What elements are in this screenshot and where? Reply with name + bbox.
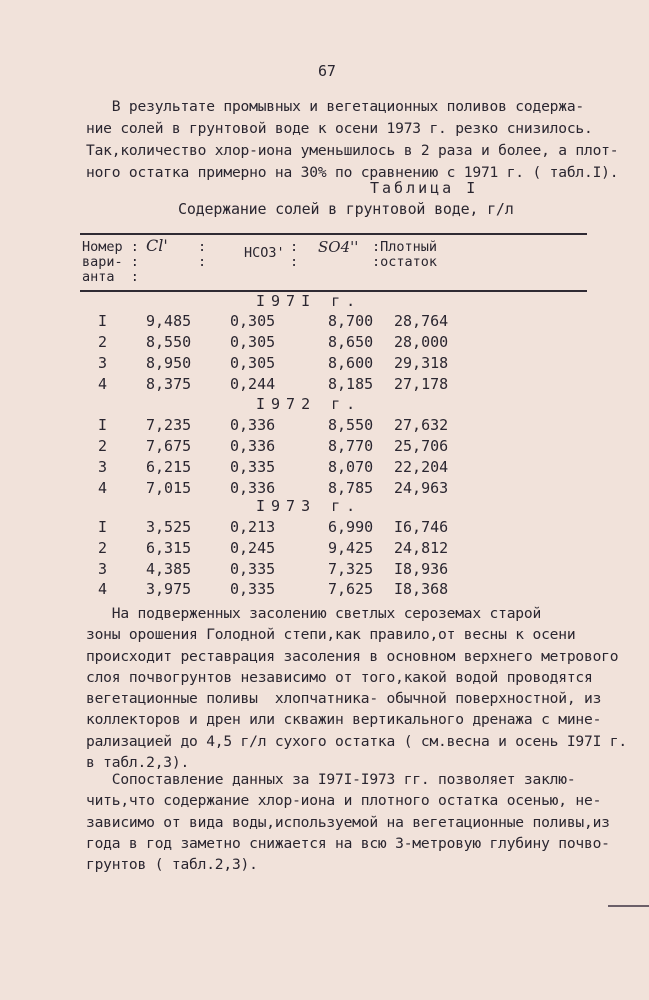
cell-variant: 2	[98, 437, 108, 455]
page-number: 67	[318, 62, 336, 80]
cell-variant: 2	[98, 539, 108, 557]
cell-hco3: 0,244	[230, 375, 276, 393]
cell-cl: 7,015	[146, 479, 192, 497]
cell-residue: I8,368	[394, 580, 449, 598]
cell-variant: 3	[98, 458, 108, 476]
year-label: I973 г.	[256, 497, 362, 515]
cell-hco3: 0,305	[230, 312, 276, 330]
cell-residue: 22,204	[394, 458, 449, 476]
year-label: I97I г.	[256, 292, 362, 310]
intro-paragraph: В результате промывных и вегетационных поливов содержа- ние солей в грунтовой воде к осени 1973 г. резко снизилось. Так,количество хлор-иона уменьшилось в 2 раза и более, а плот- ного остатка примерно на 30% по сравнению с 1971 г. ( табл.I).	[86, 98, 619, 181]
cell-hco3: 0,336	[230, 479, 276, 497]
cell-so4: 8,770	[328, 437, 374, 455]
cell-hco3: 0,305	[230, 333, 276, 351]
cell-residue: 27,178	[394, 375, 449, 393]
cell-so4: 8,700	[328, 312, 374, 330]
cell-so4: 8,550	[328, 416, 374, 434]
cell-so4: 7,325	[328, 560, 374, 578]
cell-cl: 6,315	[146, 539, 192, 557]
header-colon-2: : :	[290, 239, 299, 270]
cell-so4: 8,185	[328, 375, 374, 393]
cell-residue: I8,936	[394, 560, 449, 578]
cell-variant: 4	[98, 580, 108, 598]
header-hco3: HCO3'	[244, 245, 285, 261]
cell-residue: I6,746	[394, 518, 449, 536]
cell-residue: 24,812	[394, 539, 449, 557]
header-cl: Cl'	[146, 236, 168, 255]
cell-cl: 8,950	[146, 354, 192, 372]
cell-cl: 3,975	[146, 580, 192, 598]
cell-variant: 3	[98, 354, 108, 372]
cell-hco3: 0,335	[230, 580, 276, 598]
cell-so4: 8,600	[328, 354, 374, 372]
header-residue: :Плотный :остаток	[372, 239, 438, 270]
cell-variant: 2	[98, 333, 108, 351]
cell-cl: 4,385	[146, 560, 192, 578]
table-caption: Содержание солей в грунтовой воде, г/л	[178, 200, 514, 218]
cell-cl: 9,485	[146, 312, 192, 330]
cell-residue: 28,764	[394, 312, 449, 330]
cell-cl: 7,675	[146, 437, 192, 455]
header-colon-1: : :	[198, 239, 207, 270]
body-paragraph-2: На подверженных засолению светлых сероземах старой зоны орошения Голодной степи,как правило,от весны к осени происходит реставрация засоления в основном верхнего метрового слоя почвогрунтов независимо от того,какой водой проводятся вегетационные поливы хлопчатника- обычной поверхностной, из коллекторов и дрен или скважин вертикального дренажа с мине- рализацией до 4,5 г/л сухого остатка ( см.весна и осень I97I г. в табл.2,3).	[86, 605, 627, 772]
cell-residue: 27,632	[394, 416, 449, 434]
cell-so4: 8,070	[328, 458, 374, 476]
cell-so4: 8,650	[328, 333, 374, 351]
page-edge-mark	[608, 905, 649, 907]
year-label: I972 г.	[256, 395, 362, 413]
cell-variant: 4	[98, 375, 108, 393]
cell-hco3: 0,245	[230, 539, 276, 557]
cell-so4: 9,425	[328, 539, 374, 557]
cell-variant: 3	[98, 560, 108, 578]
cell-variant: I	[98, 312, 108, 330]
cell-hco3: 0,336	[230, 437, 276, 455]
cell-hco3: 0,335	[230, 458, 276, 476]
cell-cl: 8,550	[146, 333, 192, 351]
body-paragraph-3: Сопоставление данных за I97I-I973 гг. позволяет заклю- чить,что содержание хлор-иона и плотного остатка осенью, не- зависимо от вида воды,используемой на вегетационные поливы,из года в год заметно снижается на всю 3-метровую глубину почво- грунтов ( табл.2,3).	[86, 771, 610, 874]
cell-hco3: 0,336	[230, 416, 276, 434]
cell-so4: 6,990	[328, 518, 374, 536]
cell-hco3: 0,335	[230, 560, 276, 578]
cell-so4: 7,625	[328, 580, 374, 598]
cell-variant: 4	[98, 479, 108, 497]
cell-cl: 7,235	[146, 416, 192, 434]
cell-cl: 3,525	[146, 518, 192, 536]
cell-so4: 8,785	[328, 479, 374, 497]
cell-variant: I	[98, 416, 108, 434]
cell-residue: 28,000	[394, 333, 449, 351]
cell-variant: I	[98, 518, 108, 536]
cell-residue: 25,706	[394, 437, 449, 455]
table-top-rule	[80, 233, 587, 235]
cell-residue: 24,963	[394, 479, 449, 497]
header-so4: SO4''	[318, 238, 359, 256]
cell-residue: 29,318	[394, 354, 449, 372]
cell-hco3: 0,305	[230, 354, 276, 372]
cell-hco3: 0,213	[230, 518, 276, 536]
cell-cl: 6,215	[146, 458, 192, 476]
header-variant: Номер : вари- : анта :	[82, 239, 139, 285]
cell-cl: 8,375	[146, 375, 192, 393]
table-title: Таблица I	[370, 179, 479, 197]
